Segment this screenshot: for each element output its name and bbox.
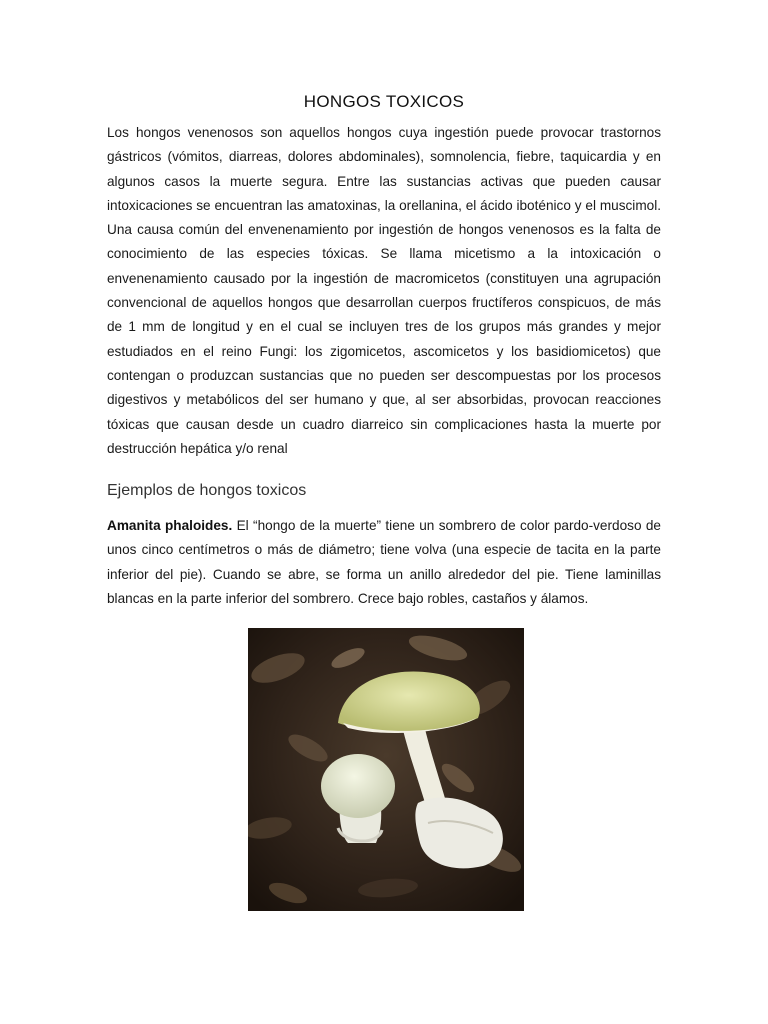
section-heading: Ejemplos de hongos toxicos bbox=[107, 482, 307, 499]
mushroom-illustration bbox=[248, 628, 524, 911]
document-title: HONGOS TOXICOS bbox=[303, 92, 465, 111]
species-name: Amanita phaloides. bbox=[107, 518, 233, 533]
example-paragraph bbox=[107, 514, 661, 611]
mushroom-photo bbox=[248, 628, 524, 911]
small-cap bbox=[321, 754, 395, 818]
species-description: El “hongo de la muerte” tiene un sombrero de color pardo-verdoso de unos cinco centímetros o más de diámetro; tiene volva (una especie de tacita en la parte inferior del pie). Cuando se abre, se forma un anillo alrededor del pie. Tiene laminillas blancas en la parte inferior del sombrero. Crece bajo robles, castaños y álamos. bbox=[107, 518, 661, 606]
intro-paragraph: Los hongos venenosos son aquellos hongos cuya ingestión puede provocar trastornos gástricos (vómitos, diarreas, dolores abdominales), somnolencia, fiebre, taquicardia y en algunos casos la muerte segura. Entre las sustancias activas que pueden causar intoxicaciones se encuentran las amatoxinas, la orellanina, el ácido iboténico y el muscimol. Una causa común del envenenamiento por ingestión de hongos venenosos es la falta de conocimiento de las especies tóxicas. Se llama micetismo a la intoxicación o envenenamiento causado por la ingestión de macromicetos (constituyen una agrupación convencional de aquellos hongos que desarrollan cuerpos fructíferos conspicuos, de más de 1 mm de longitud y en el cual se incluyen tres de los grupos más grandes y mejor estudiados en el reino Fungi: los zigomicetos, ascomicetos y los basidiomicetos) que contengan o produzcan sustancias que no pueden ser descompuestas por los procesos digestivos y metabólicos del ser humano y que, al ser absorbidas, provocan reacciones tóxicas que causan desde un cuadro diarreico sin complicaciones hasta la muerte por destrucción hepática y/o renal bbox=[107, 125, 661, 456]
